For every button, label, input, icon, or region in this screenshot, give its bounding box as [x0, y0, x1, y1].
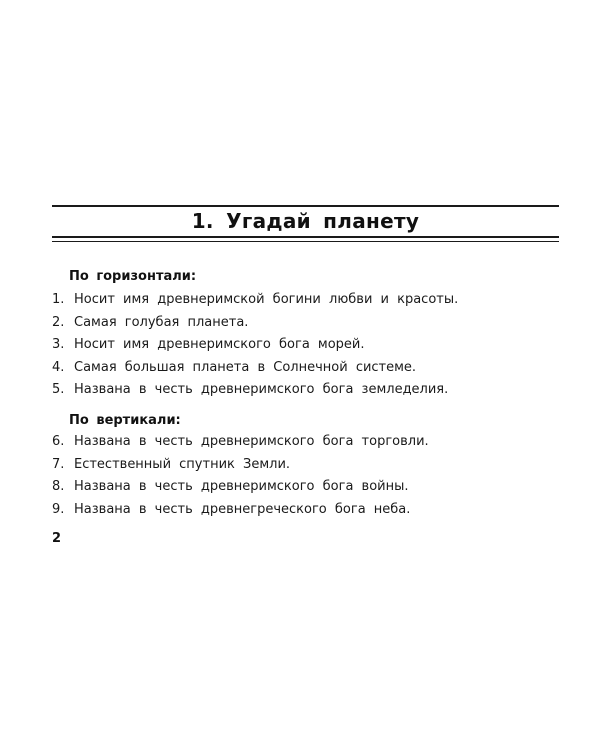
clue-number: 9. — [52, 501, 65, 517]
clue-number: 8. — [52, 479, 65, 494]
clue-item — [52, 476, 429, 499]
clue-text: Естественный спутник Земли. — [74, 456, 291, 472]
clue-text: Самая голубая планета. — [74, 314, 249, 330]
title-bottom-rule — [52, 236, 559, 238]
clue-number: 3. — [52, 337, 65, 352]
clue-number: 2. — [52, 314, 65, 330]
clue-number: 5. — [52, 382, 65, 397]
clue-number: 6. — [52, 434, 65, 449]
clue-number: 1. — [52, 292, 65, 307]
clue-item — [52, 312, 458, 335]
clue-number: 7. — [52, 456, 65, 472]
horizontal-heading: По горизонтали: — [69, 269, 197, 284]
clue-item — [52, 431, 429, 454]
clue-item — [52, 357, 458, 380]
clue-text: Названа в честь древнеримского бога войны. — [74, 479, 409, 494]
vertical-clue-list — [52, 431, 429, 521]
clue-item — [52, 334, 458, 357]
clue-text: Названа в честь древнегреческого бога неба. — [74, 501, 411, 517]
page-number: 2 — [52, 531, 62, 546]
clue-item — [52, 454, 429, 477]
clue-item — [52, 499, 429, 522]
clue-text: Носит имя древнеримской богини любви и красоты. — [74, 292, 459, 307]
title-bottom-rule-thin — [52, 241, 559, 242]
clue-item — [52, 379, 458, 402]
clue-item — [52, 289, 458, 312]
clue-text: Самая большая планета в Солнечной системе. — [74, 359, 417, 375]
page-title: 1. Угадай планету — [191, 209, 420, 233]
horizontal-clue-list — [52, 289, 458, 402]
clue-text: Названа в честь древнеримского бога торговли. — [74, 434, 429, 449]
clue-number: 4. — [52, 359, 65, 375]
vertical-heading: По вертикали: — [69, 413, 181, 428]
clue-text: Носит имя древнеримского бога морей. — [74, 337, 365, 352]
clue-text: Названа в честь древнеримского бога земледелия. — [74, 382, 449, 397]
